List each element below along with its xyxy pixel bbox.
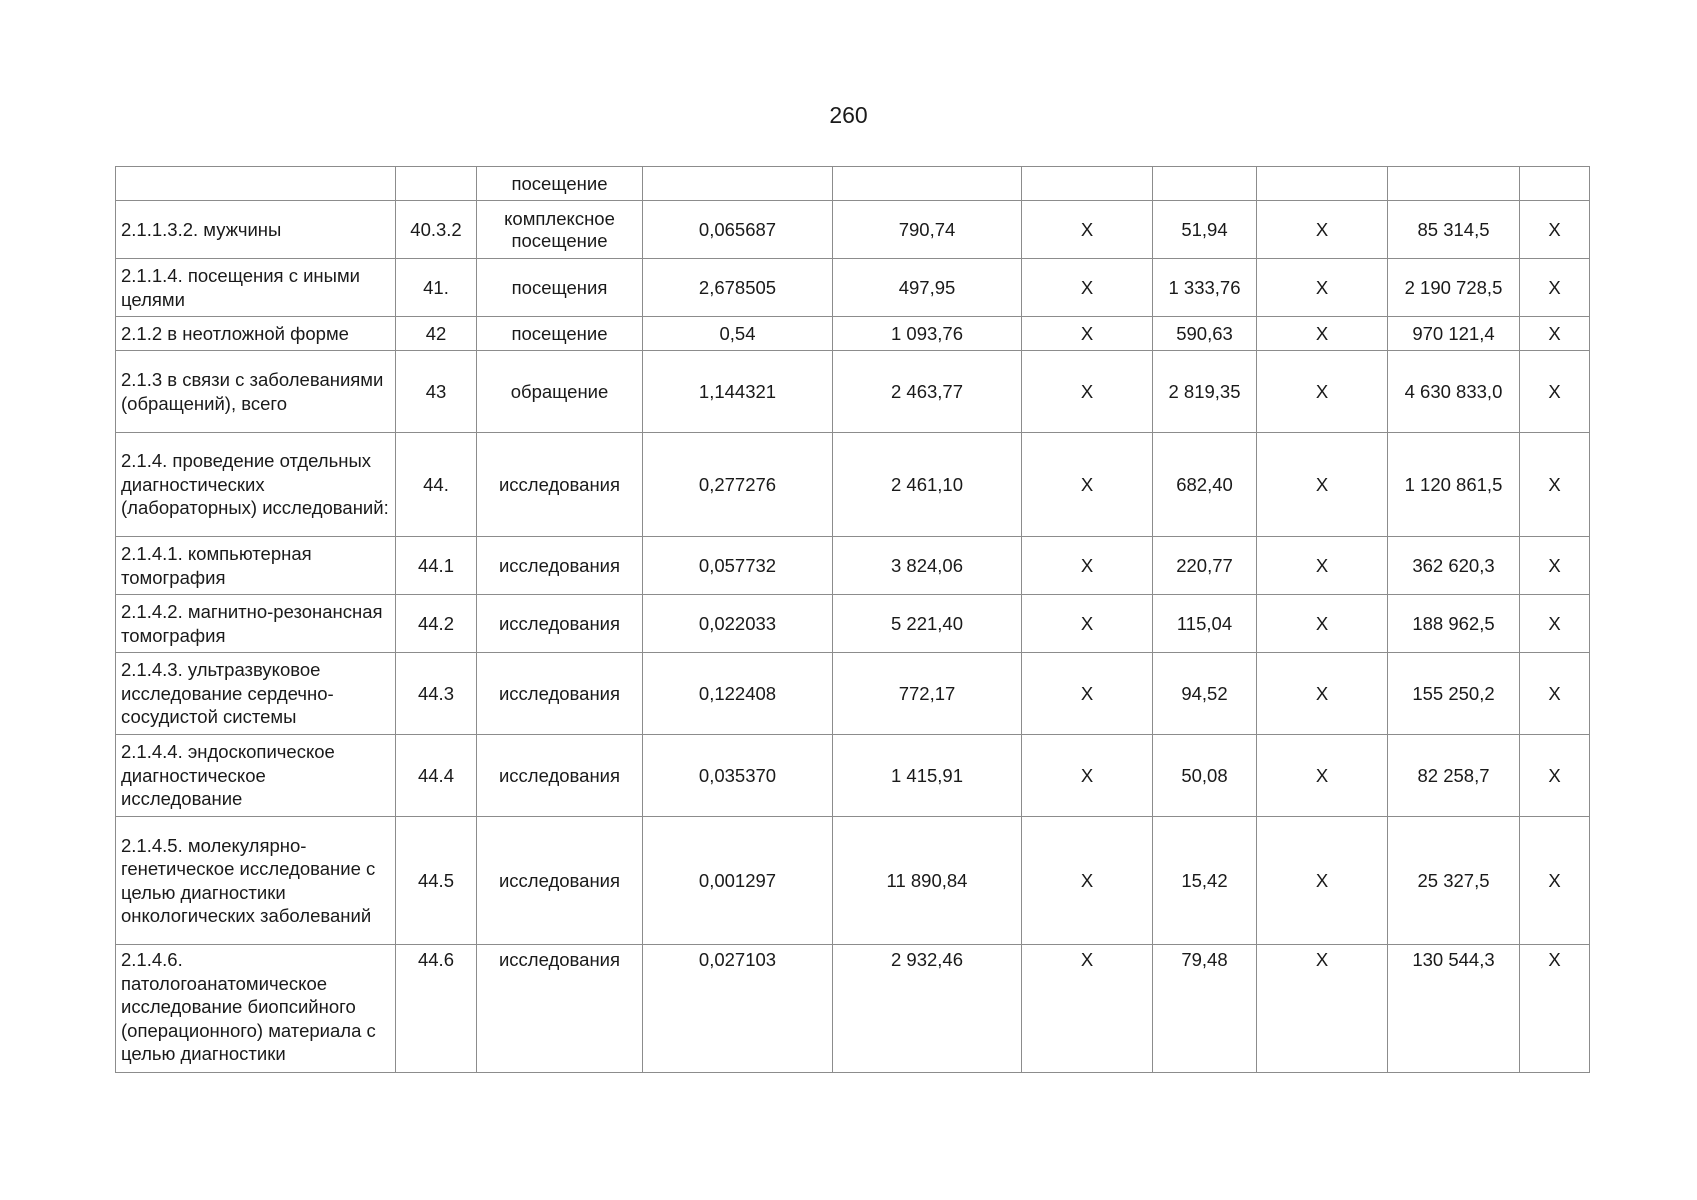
row-unit-cell: обращение bbox=[477, 351, 643, 433]
row-total-cell: 85 314,5 bbox=[1388, 201, 1520, 259]
row-x2-cell: Х bbox=[1257, 945, 1388, 1073]
table-row bbox=[116, 351, 1590, 433]
row-norm-cell: 0,001297 bbox=[643, 817, 833, 945]
row-per-capita-cell: 15,42 bbox=[1153, 817, 1257, 945]
row-x2-cell bbox=[1257, 167, 1388, 201]
row-unit-cell: исследования bbox=[477, 537, 643, 595]
row-cost-cell: 3 824,06 bbox=[833, 537, 1022, 595]
row-norm-cell: 1,144321 bbox=[643, 351, 833, 433]
row-name-cell: 2.1.4.6. патологоанатомическое исследование биопсийного (операционного) материала с целью диагностики bbox=[116, 945, 396, 1073]
row-total-cell: 2 190 728,5 bbox=[1388, 259, 1520, 317]
row-x2-cell: Х bbox=[1257, 595, 1388, 653]
row-x3-cell: Х bbox=[1520, 735, 1590, 817]
row-norm-cell: 2,678505 bbox=[643, 259, 833, 317]
row-x2-cell: Х bbox=[1257, 259, 1388, 317]
row-x3-cell: Х bbox=[1520, 201, 1590, 259]
row-per-capita-cell: 51,94 bbox=[1153, 201, 1257, 259]
row-cost-cell: 1 093,76 bbox=[833, 317, 1022, 351]
table-body bbox=[116, 167, 1590, 1073]
row-cost-cell: 1 415,91 bbox=[833, 735, 1022, 817]
data-table bbox=[115, 166, 1590, 1073]
row-code-cell: 41. bbox=[396, 259, 477, 317]
row-x2-cell: Х bbox=[1257, 653, 1388, 735]
row-x3-cell bbox=[1520, 167, 1590, 201]
row-per-capita-cell: 115,04 bbox=[1153, 595, 1257, 653]
row-x1-cell: Х bbox=[1022, 201, 1153, 259]
row-x1-cell: Х bbox=[1022, 945, 1153, 1073]
row-per-capita-cell: 590,63 bbox=[1153, 317, 1257, 351]
row-norm-cell: 0,122408 bbox=[643, 653, 833, 735]
row-norm-cell: 0,54 bbox=[643, 317, 833, 351]
row-per-capita-cell bbox=[1153, 167, 1257, 201]
table-row bbox=[116, 595, 1590, 653]
row-code-cell: 44.3 bbox=[396, 653, 477, 735]
row-name-cell: 2.1.4.3. ультразвуковое исследование сердечно-сосудистой системы bbox=[116, 653, 396, 735]
row-x2-cell: Х bbox=[1257, 537, 1388, 595]
table-row bbox=[116, 653, 1590, 735]
row-code-cell: 44. bbox=[396, 433, 477, 537]
row-cost-cell: 5 221,40 bbox=[833, 595, 1022, 653]
row-unit-cell: исследования bbox=[477, 433, 643, 537]
row-name-cell: 2.1.3 в связи с заболеваниями (обращений), всего bbox=[116, 351, 396, 433]
row-x3-cell: Х bbox=[1520, 317, 1590, 351]
row-total-cell: 155 250,2 bbox=[1388, 653, 1520, 735]
row-x1-cell: Х bbox=[1022, 817, 1153, 945]
row-x3-cell: Х bbox=[1520, 433, 1590, 537]
row-x2-cell: Х bbox=[1257, 351, 1388, 433]
row-total-cell bbox=[1388, 167, 1520, 201]
row-total-cell: 82 258,7 bbox=[1388, 735, 1520, 817]
row-total-cell: 188 962,5 bbox=[1388, 595, 1520, 653]
row-unit-cell: посещения bbox=[477, 259, 643, 317]
row-per-capita-cell: 94,52 bbox=[1153, 653, 1257, 735]
row-cost-cell: 11 890,84 bbox=[833, 817, 1022, 945]
row-code-cell: 44.4 bbox=[396, 735, 477, 817]
row-unit-cell: исследования bbox=[477, 817, 643, 945]
table-row bbox=[116, 735, 1590, 817]
row-cost-cell: 2 461,10 bbox=[833, 433, 1022, 537]
row-x3-cell: Х bbox=[1520, 537, 1590, 595]
row-x1-cell: Х bbox=[1022, 259, 1153, 317]
row-x1-cell: Х bbox=[1022, 595, 1153, 653]
row-code-cell bbox=[396, 167, 477, 201]
row-norm-cell: 0,022033 bbox=[643, 595, 833, 653]
row-x2-cell: Х bbox=[1257, 317, 1388, 351]
row-x3-cell: Х bbox=[1520, 351, 1590, 433]
table-row bbox=[116, 167, 1590, 201]
row-code-cell: 44.5 bbox=[396, 817, 477, 945]
row-x1-cell: Х bbox=[1022, 653, 1153, 735]
row-x2-cell: Х bbox=[1257, 735, 1388, 817]
row-norm-cell: 0,277276 bbox=[643, 433, 833, 537]
row-per-capita-cell: 2 819,35 bbox=[1153, 351, 1257, 433]
row-unit-cell: посещение bbox=[477, 317, 643, 351]
row-x1-cell: Х bbox=[1022, 433, 1153, 537]
row-x1-cell: Х bbox=[1022, 351, 1153, 433]
row-code-cell: 43 bbox=[396, 351, 477, 433]
row-norm-cell bbox=[643, 167, 833, 201]
row-code-cell: 44.6 bbox=[396, 945, 477, 1073]
row-per-capita-cell: 1 333,76 bbox=[1153, 259, 1257, 317]
row-cost-cell: 497,95 bbox=[833, 259, 1022, 317]
row-per-capita-cell: 220,77 bbox=[1153, 537, 1257, 595]
row-unit-cell: исследования bbox=[477, 735, 643, 817]
row-code-cell: 42 bbox=[396, 317, 477, 351]
table-row bbox=[116, 537, 1590, 595]
table-row bbox=[116, 201, 1590, 259]
row-x3-cell: Х bbox=[1520, 595, 1590, 653]
row-name-cell: 2.1.1.4. посещения с иными целями bbox=[116, 259, 396, 317]
row-cost-cell: 2 463,77 bbox=[833, 351, 1022, 433]
row-name-cell: 2.1.4.4. эндоскопическое диагностическое исследование bbox=[116, 735, 396, 817]
row-name-cell: 2.1.1.3.2. мужчины bbox=[116, 201, 396, 259]
row-per-capita-cell: 682,40 bbox=[1153, 433, 1257, 537]
row-per-capita-cell: 50,08 bbox=[1153, 735, 1257, 817]
row-total-cell: 25 327,5 bbox=[1388, 817, 1520, 945]
row-x2-cell: Х bbox=[1257, 201, 1388, 259]
table-row bbox=[116, 317, 1590, 351]
row-name-cell: 2.1.4. проведение отдельных диагностических (лабораторных) исследований: bbox=[116, 433, 396, 537]
row-norm-cell: 0,035370 bbox=[643, 735, 833, 817]
row-x2-cell: Х bbox=[1257, 817, 1388, 945]
row-total-cell: 130 544,3 bbox=[1388, 945, 1520, 1073]
table-row bbox=[116, 817, 1590, 945]
row-total-cell: 4 630 833,0 bbox=[1388, 351, 1520, 433]
row-cost-cell: 772,17 bbox=[833, 653, 1022, 735]
row-per-capita-cell: 79,48 bbox=[1153, 945, 1257, 1073]
row-x1-cell: Х bbox=[1022, 735, 1153, 817]
row-x3-cell: Х bbox=[1520, 945, 1590, 1073]
row-total-cell: 970 121,4 bbox=[1388, 317, 1520, 351]
row-name-cell: 2.1.4.1. компьютерная томография bbox=[116, 537, 396, 595]
row-x3-cell: Х bbox=[1520, 817, 1590, 945]
row-name-cell: 2.1.4.5. молекулярно-генетическое исследование с целью диагностики онкологических заболеваний bbox=[116, 817, 396, 945]
row-unit-cell: посещение bbox=[477, 167, 643, 201]
row-norm-cell: 0,027103 bbox=[643, 945, 833, 1073]
table-row bbox=[116, 259, 1590, 317]
row-cost-cell: 2 932,46 bbox=[833, 945, 1022, 1073]
row-x1-cell: Х bbox=[1022, 537, 1153, 595]
table-row bbox=[116, 433, 1590, 537]
row-x1-cell: Х bbox=[1022, 317, 1153, 351]
row-unit-cell: исследования bbox=[477, 595, 643, 653]
row-unit-cell: исследования bbox=[477, 945, 643, 1073]
row-norm-cell: 0,057732 bbox=[643, 537, 833, 595]
row-unit-cell: исследования bbox=[477, 653, 643, 735]
row-name-cell: 2.1.4.2. магнитно-резонансная томография bbox=[116, 595, 396, 653]
row-code-cell: 44.1 bbox=[396, 537, 477, 595]
row-x3-cell: Х bbox=[1520, 259, 1590, 317]
row-cost-cell: 790,74 bbox=[833, 201, 1022, 259]
row-total-cell: 1 120 861,5 bbox=[1388, 433, 1520, 537]
row-code-cell: 44.2 bbox=[396, 595, 477, 653]
row-cost-cell bbox=[833, 167, 1022, 201]
row-total-cell: 362 620,3 bbox=[1388, 537, 1520, 595]
row-x2-cell: Х bbox=[1257, 433, 1388, 537]
row-name-cell: 2.1.2 в неотложной форме bbox=[116, 317, 396, 351]
row-unit-cell: комплексное посещение bbox=[477, 201, 643, 259]
page-number: 260 bbox=[829, 102, 868, 128]
row-norm-cell: 0,065687 bbox=[643, 201, 833, 259]
row-x3-cell: Х bbox=[1520, 653, 1590, 735]
row-code-cell: 40.3.2 bbox=[396, 201, 477, 259]
row-name-cell bbox=[116, 167, 396, 201]
row-x1-cell bbox=[1022, 167, 1153, 201]
table-row bbox=[116, 945, 1590, 1073]
